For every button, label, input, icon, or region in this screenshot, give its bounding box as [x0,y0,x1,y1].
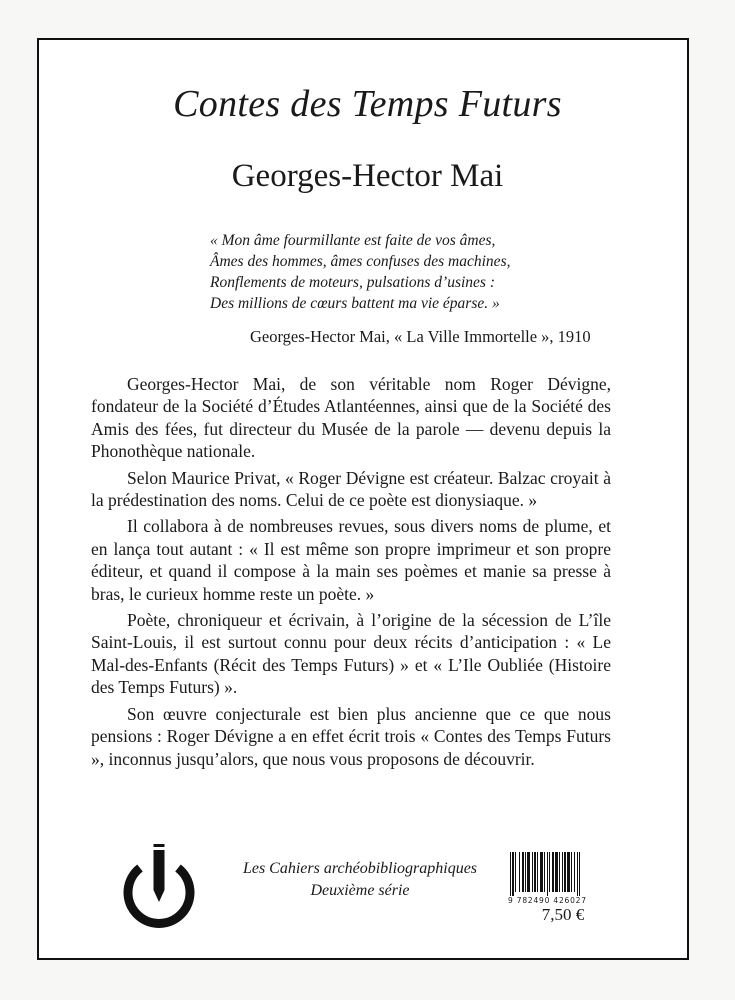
book-price: 7,50 € [541,905,585,924]
blurb-paragraph: Poète, chroniqueur et écrivain, à l’origine de la sécession de L’île Saint-Louis, il est surtout connu pour deux récits d’anticipation : « Le Mal-des-Enfants (Récit des Temps Futurs) » et « L’Ile Oubliée (Histoire des Temps Futurs) ». [91,610,611,698]
epigraph-line: Des millions de cœurs battent ma vie éparse. » [210,295,500,312]
publisher-name: Les Cahiers archéobibliographiques [242,860,478,877]
book-title: Contes des Temps Futurs [173,83,562,125]
blurb-text [91,373,611,774]
blurb-paragraph: Selon Maurice Privat, « Roger Dévigne est créateur. Balzac croyait à la prédestination des noms. Celui de ce poète est dionysiaque. » [91,467,611,511]
epigraph-line: Âmes des hommes, âmes confuses des machines, [210,253,511,270]
barcode [508,852,618,896]
isbn-number: 9 782490 426027 [508,896,587,905]
epigraph-line: « Mon âme fourmillante est faite de vos âmes, [210,232,496,249]
blurb-paragraph: Georges-Hector Mai, de son véritable nom Roger Dévigne, fondateur de la Société d’Études Atlantéennes, ainsi que de la Société des Amis des fées, fut directeur du Musée de la parole — devenu depuis la Phonothèque nationale. [91,374,611,462]
publisher-series: Deuxième série [310,882,410,899]
blurb-paragraph: Il collabora à de nombreuses revues, sous divers noms de plume, et en lança tout autant : « Il est même son propre imprimeur et son propre éditeur, et quand il compose à la main ses poèmes et manie sa presse à bras, le curieux homme reste un poète. » [91,516,611,604]
epigraph-quote [210,230,510,314]
publisher-info [230,858,490,902]
power-pen-icon [116,838,202,930]
epigraph-attribution: Georges-Hector Mai, « La Ville Immortelle », 1910 [250,327,591,346]
blurb-paragraph: Son œuvre conjecturale est bien plus ancienne que ce que nous pensions : Roger Dévigne a en effet écrit trois « Contes des Temps Futurs », inconnus jusqu’alors, que nous vous proposons de découvrir. [91,703,611,769]
epigraph-line: Ronflements de moteurs, pulsations d’usines : [210,274,496,291]
book-author: Georges-Hector Mai [231,158,504,194]
